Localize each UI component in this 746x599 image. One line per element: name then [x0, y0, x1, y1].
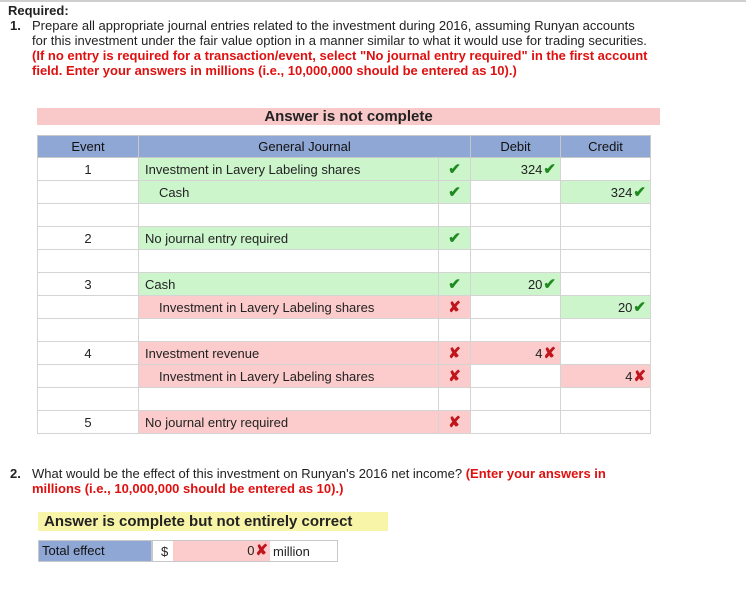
event-cell: 5	[38, 411, 139, 434]
cross-icon: ✘	[255, 542, 268, 559]
account-field[interactable]: Investment revenue	[139, 342, 439, 365]
debit-value: 20	[527, 277, 543, 292]
table-row	[38, 273, 651, 296]
check-icon: ✔	[448, 230, 461, 247]
question-2	[10, 466, 650, 496]
credit-field[interactable]	[561, 181, 651, 204]
answer-status-banner-2: Answer is complete but not entirely correct	[38, 512, 388, 531]
event-cell	[38, 181, 139, 204]
journal-table	[37, 135, 651, 434]
total-effect-value: 0	[247, 543, 255, 558]
credit-field[interactable]	[561, 365, 651, 388]
credit-field[interactable]	[561, 273, 651, 296]
debit-field[interactable]	[471, 250, 561, 273]
account-field[interactable]: Investment in Lavery Labeling shares	[139, 296, 439, 319]
cross-icon: ✘	[448, 414, 461, 431]
check-icon: ✔	[543, 276, 556, 293]
event-cell	[38, 365, 139, 388]
event-cell: 1	[38, 158, 139, 181]
header-debit: Debit	[471, 136, 561, 158]
status-cell	[439, 273, 471, 296]
status-cell	[439, 227, 471, 250]
status-cell	[439, 319, 471, 342]
credit-field[interactable]	[561, 411, 651, 434]
table-row	[38, 365, 651, 388]
total-effect-row	[38, 540, 338, 562]
debit-field[interactable]	[471, 319, 561, 342]
account-field[interactable]: Investment in Lavery Labeling shares	[139, 158, 439, 181]
credit-field[interactable]	[561, 342, 651, 365]
total-effect-cell	[152, 540, 338, 562]
table-row	[38, 411, 651, 434]
status-cell	[439, 296, 471, 319]
table-row	[38, 342, 651, 365]
credit-value: 20	[617, 300, 633, 315]
status-cell	[439, 365, 471, 388]
account-field[interactable]	[139, 388, 439, 411]
status-cell	[439, 204, 471, 227]
total-effect-input[interactable]	[173, 541, 270, 561]
account-field[interactable]: No journal entry required	[139, 411, 439, 434]
status-cell	[439, 158, 471, 181]
event-cell: 2	[38, 227, 139, 250]
required-heading: Required:	[8, 3, 69, 18]
answer-status-banner: Answer is not complete	[37, 108, 660, 125]
debit-field[interactable]	[471, 365, 561, 388]
credit-field[interactable]	[561, 204, 651, 227]
event-cell	[38, 250, 139, 273]
question-2-number: 2.	[10, 466, 21, 481]
top-divider	[0, 0, 746, 2]
debit-field[interactable]	[471, 342, 561, 365]
debit-field[interactable]	[471, 181, 561, 204]
table-row	[38, 296, 651, 319]
debit-field[interactable]	[471, 158, 561, 181]
question-2-text: What would be the effect of this investment on Runyan's 2016 net income?	[32, 466, 463, 481]
account-field[interactable]	[139, 250, 439, 273]
question-2-instruction: (Enter your answers in millions (i.e., 10,000,000 should be entered as 10).)	[32, 466, 606, 496]
unit-label: million	[273, 543, 310, 559]
table-header-row	[38, 136, 651, 158]
debit-field[interactable]	[471, 388, 561, 411]
debit-field[interactable]	[471, 227, 561, 250]
cross-icon: ✘	[448, 368, 461, 385]
header-event: Event	[38, 136, 139, 158]
debit-field[interactable]	[471, 273, 561, 296]
debit-value: 324	[520, 162, 543, 177]
account-field[interactable]: Cash	[139, 181, 439, 204]
cross-icon: ✘	[543, 345, 556, 362]
debit-field[interactable]	[471, 204, 561, 227]
table-row	[38, 388, 651, 411]
cross-icon: ✘	[448, 299, 461, 316]
table-row	[38, 227, 651, 250]
event-cell: 3	[38, 273, 139, 296]
status-cell	[439, 181, 471, 204]
check-icon: ✔	[448, 161, 461, 178]
account-field[interactable]: No journal entry required	[139, 227, 439, 250]
status-cell	[439, 411, 471, 434]
question-1-text: Prepare all appropriate journal entries related to the investment during 2016, assuming Runyan accounts for this investment under the fair value option in a manner similar to what it would use for trading securities.	[32, 18, 647, 48]
table-row	[38, 250, 651, 273]
credit-field[interactable]	[561, 250, 651, 273]
status-cell	[439, 388, 471, 411]
credit-field[interactable]	[561, 388, 651, 411]
credit-field[interactable]	[561, 227, 651, 250]
cross-icon: ✘	[633, 368, 646, 385]
cross-icon: ✘	[448, 345, 461, 362]
question-1-instruction: (If no entry is required for a transaction/event, select "No journal entry required" in the first account field. Enter your answers in millions (i.e., 10,000,000 should be entered as 10).)	[32, 48, 648, 78]
account-field[interactable]: Cash	[139, 273, 439, 296]
debit-field[interactable]	[471, 296, 561, 319]
event-cell	[38, 319, 139, 342]
currency-symbol: $	[161, 543, 169, 559]
debit-value: 4	[535, 346, 543, 361]
credit-field[interactable]	[561, 296, 651, 319]
event-cell	[38, 296, 139, 319]
status-cell	[439, 342, 471, 365]
check-icon: ✔	[543, 161, 556, 178]
question-1-number: 1.	[10, 18, 21, 33]
account-field[interactable]	[139, 204, 439, 227]
status-cell	[439, 250, 471, 273]
account-field[interactable]	[139, 319, 439, 342]
credit-value: 4	[625, 369, 633, 384]
debit-field[interactable]	[471, 411, 561, 434]
table-row	[38, 181, 651, 204]
credit-value: 324	[610, 185, 633, 200]
header-general-journal: General Journal	[139, 136, 471, 158]
event-cell	[38, 388, 139, 411]
total-effect-label: Total effect	[38, 540, 152, 562]
event-cell	[38, 204, 139, 227]
check-icon: ✔	[633, 299, 646, 316]
table-row	[38, 204, 651, 227]
check-icon: ✔	[448, 276, 461, 293]
account-field[interactable]: Investment in Lavery Labeling shares	[139, 365, 439, 388]
credit-field[interactable]	[561, 319, 651, 342]
check-icon: ✔	[633, 184, 646, 201]
header-credit: Credit	[561, 136, 651, 158]
question-1	[10, 18, 650, 78]
event-cell: 4	[38, 342, 139, 365]
table-row	[38, 158, 651, 181]
table-row	[38, 319, 651, 342]
credit-field[interactable]	[561, 158, 651, 181]
check-icon: ✔	[448, 184, 461, 201]
